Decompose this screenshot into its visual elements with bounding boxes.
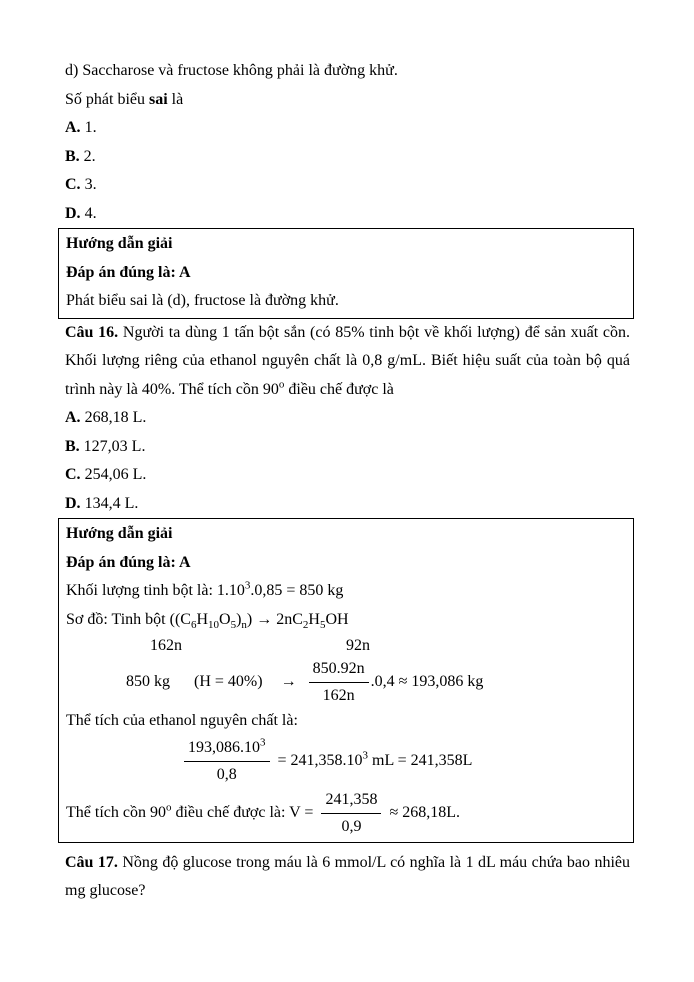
q17-question-text [65,849,630,906]
rich-token: ) [236,610,242,628]
q16-option-a [65,404,630,433]
rich-token: sai [149,90,168,108]
q16-option-b [65,433,630,462]
yield-calculation-row [66,658,625,707]
fraction-numerator [184,737,270,762]
option-label: A. [65,409,81,426]
rich-token: O [219,610,231,628]
volume-equation-row [184,736,625,788]
option-label: D. [65,204,81,222]
statement-d: d) Saccharose và fructose không phải là đường khử. [65,62,398,79]
final-volume-row [66,788,625,840]
option-text: 2. [83,147,96,165]
option-label: A. [65,119,81,136]
option-text: 268,18 L. [84,409,147,426]
solution-answer-text: Đáp án đúng là: A [66,263,191,281]
rich-token: Thể tích cồn 90 [66,804,166,822]
q16-question-text [65,319,630,405]
rich-token: = 241,358.10 [277,752,363,770]
rich-token: Sơ đồ: Tinh bột ((C [66,610,191,628]
rich-token: OH [325,610,349,628]
reaction-scheme-line [66,606,625,635]
q15-option-d [65,200,630,229]
rich-token: H [196,610,209,628]
solution-explanation: Phát biểu sai là (d), fructose là đường khử. [66,292,339,309]
mole-ratio-row [66,634,625,658]
option-text: 254,06 L. [84,466,147,483]
rich-token: o [278,378,285,391]
option-label: B. [65,147,80,165]
option-label: C. [65,466,81,483]
q16-option-d [65,490,630,519]
option-text: 4. [84,204,97,222]
q15-option-c [65,171,630,200]
fraction-denominator: 0,8 [216,766,237,783]
q15-option-b [65,143,630,172]
calc-result: .0,4 ≈ 193,086 kg [370,673,484,691]
rich-token: Số phát biểu [65,90,149,108]
volume-label-line: Thể tích của ethanol nguyên chất là: [66,712,298,729]
fraction-denominator: 162n [322,687,355,704]
rich-token: là [167,90,184,108]
solution-heading-text: Hướng dẫn giải [66,525,173,542]
final-prefix [66,799,313,828]
rich-token: 5 [319,618,326,631]
rich-token: n [241,618,247,631]
rich-token: 10 [208,618,220,631]
document-content [65,57,630,906]
fraction-final [321,789,381,838]
q16-solution-box [58,518,634,843]
rich-token: 193,086.10 [188,739,260,756]
solution-heading [66,520,625,549]
solution-heading-text: Hướng dẫn giải [66,235,173,252]
rich-token: điều chế được là [284,380,394,398]
fraction-numerator: 241,358 [321,789,381,814]
q17-body: Nồng độ glucose trong máu là 6 mmol/L có nghĩa là 1 dL máu chứa bao nhiêu mg glucose? [65,853,631,899]
q15-solution-box [58,228,634,319]
fraction-numerator: 850.92n [309,658,369,683]
fraction-volume [184,737,270,786]
rich-token: mL = 241,358L [368,752,473,770]
q16-option-c [65,461,630,490]
q16-label: Câu 16. [65,323,119,341]
rich-token: Người ta dùng 1 tấn bột sắn (có 85% tinh bột về khối lượng) để sản xuất cồn. Khối lượng riêng của ethanol nguyên chất là 0,8 g/mL. Biết hiệu suất của toàn bộ quá trình này là 40%. Thể tích cồn 90 [65,323,631,398]
solution-heading [66,230,625,259]
mole-starch: 162n [150,637,182,654]
rich-token: .0,85 = 850 kg [250,582,344,599]
rich-token: điều chế được là: V = [171,804,314,822]
option-text: 134,4 L. [84,494,139,512]
option-label: C. [65,176,81,193]
rich-token: 3 [362,749,369,762]
final-result: ≈ 268,18L. [389,804,461,822]
rich-token: 3 [260,736,266,749]
q15-prompt [65,86,630,115]
calc-yield-note: (H = 40%) [194,673,263,691]
option-label: D. [65,494,81,512]
solution-answer [66,549,625,578]
fraction-denominator: 0,9 [341,818,362,835]
q16-body [65,324,630,398]
rich-token: ) → 2nC [246,610,303,628]
option-text: 1. [84,119,97,136]
rich-token: 3 [244,579,251,592]
q17-label: Câu 17. [65,853,118,871]
rich-token: 2 [302,618,309,631]
mole-ethanol: 92n [346,637,370,654]
rich-token: 5 [230,618,237,631]
option-label: B. [65,437,80,455]
solution-answer-text: Đáp án đúng là: A [66,553,191,571]
rich-token: 6 [190,618,197,631]
fraction-ethanol-mass [309,658,369,707]
starch-mass-line [66,577,625,606]
rich-token: Khối lượng tinh bột là: 1.10 [66,582,245,599]
volume-result [278,747,473,776]
rich-token: H [308,610,320,628]
option-text: 3. [84,176,97,193]
rich-token: o [165,801,172,814]
solution-answer [66,259,625,288]
q15-option-a [65,114,630,143]
option-text: 127,03 L. [83,437,146,455]
arrow-symbol: → [280,673,297,691]
calc-mass: 850 kg [126,673,170,691]
